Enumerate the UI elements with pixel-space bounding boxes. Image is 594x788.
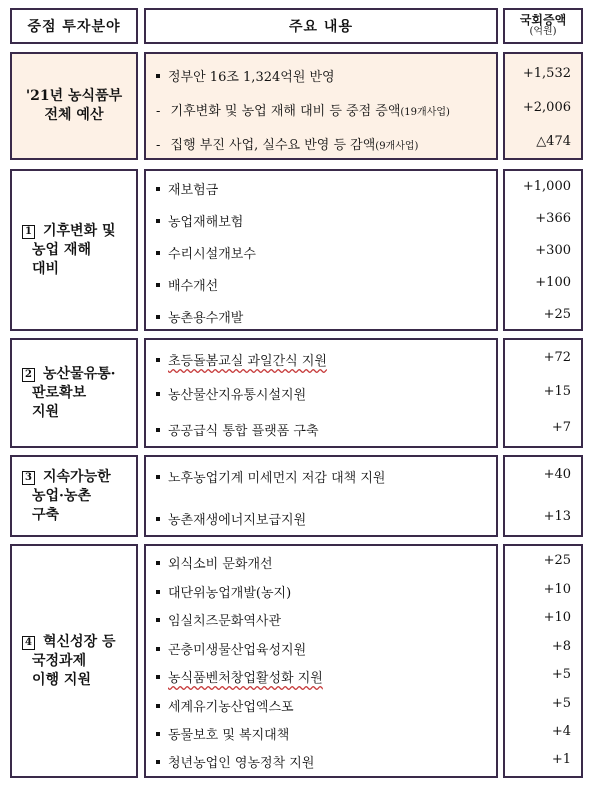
amount-value: +1,000 bbox=[522, 179, 571, 194]
bullet-icon bbox=[156, 561, 160, 565]
section-title-line: 판로확보 bbox=[32, 384, 87, 401]
list-item bbox=[156, 582, 490, 601]
bullet-icon bbox=[156, 590, 160, 594]
header-col-content bbox=[144, 8, 498, 44]
item-text: 기후변화 및 농업 재해 대비 등 중점 증액 bbox=[170, 104, 401, 119]
bullet-icon bbox=[156, 283, 160, 287]
list-item bbox=[156, 696, 490, 715]
bullet-icon bbox=[156, 704, 160, 708]
bullet-icon bbox=[156, 760, 160, 764]
list-item bbox=[156, 350, 490, 369]
list-item bbox=[156, 509, 490, 528]
item-text: 정부안 16조 1,324억원 반영 bbox=[168, 70, 335, 85]
item-text: 곤충미생물산업육성지원 bbox=[168, 643, 307, 658]
list-item bbox=[156, 667, 490, 686]
item-text: 초등돌봄교실 과일간식 지원 bbox=[168, 354, 327, 369]
bullet-icon bbox=[156, 74, 160, 78]
item-text: 집행 부진 사업, 실수요 반영 등 감액 bbox=[170, 138, 376, 153]
bullet-icon bbox=[156, 392, 160, 396]
bullet-icon bbox=[156, 187, 160, 191]
bullet-icon bbox=[156, 517, 160, 521]
section-title-line: 기후변화 및 bbox=[43, 222, 116, 239]
list-item bbox=[156, 553, 490, 572]
list-item bbox=[156, 724, 490, 743]
item-text: 농업재해보험 bbox=[168, 215, 244, 230]
list-item bbox=[156, 100, 490, 119]
section-items-climate bbox=[144, 169, 498, 331]
section-title-sustainable bbox=[10, 455, 138, 537]
section-amounts-distribution bbox=[503, 338, 583, 448]
header-col-category bbox=[10, 8, 138, 44]
amount-value: +10 bbox=[543, 582, 571, 597]
list-item bbox=[156, 307, 490, 326]
list-item bbox=[156, 384, 490, 403]
item-text: 임실치즈문화역사관 bbox=[168, 614, 282, 629]
section-number: 4 bbox=[22, 636, 35, 650]
amount-value: +1 bbox=[551, 752, 571, 767]
item-text: 재보험금 bbox=[168, 183, 219, 198]
bullet-icon bbox=[156, 358, 160, 362]
amount-value: +40 bbox=[543, 467, 571, 482]
list-item bbox=[156, 211, 490, 230]
section-amounts-climate bbox=[503, 169, 583, 331]
header-category-label: 중점 투자분야 bbox=[27, 19, 121, 35]
list-item bbox=[156, 243, 490, 262]
item-note: (9개사업) bbox=[375, 141, 419, 152]
amount-value: +7 bbox=[551, 420, 571, 435]
item-text: 노후농업기계 미세먼지 저감 대책 지원 bbox=[168, 471, 386, 486]
section-title-line: 농업 재해 bbox=[32, 241, 91, 258]
list-item bbox=[156, 639, 490, 658]
item-text: 농촌용수개발 bbox=[168, 311, 244, 326]
section-title-line: 지원 bbox=[32, 403, 60, 420]
section-number: 1 bbox=[22, 225, 35, 239]
section-amounts-sustainable bbox=[503, 455, 583, 537]
section-title-line: 대비 bbox=[32, 260, 60, 277]
list-item bbox=[156, 420, 490, 439]
section-items-innovation bbox=[144, 544, 498, 778]
section-title-innovation bbox=[10, 544, 138, 778]
amount-value: +13 bbox=[543, 509, 571, 524]
section-amounts-innovation bbox=[503, 544, 583, 778]
bullet-icon bbox=[156, 251, 160, 255]
amount-value: △474 bbox=[536, 134, 571, 149]
amount-value: +5 bbox=[551, 696, 571, 711]
item-text: 외식소비 문화개선 bbox=[168, 557, 273, 572]
bullet-icon bbox=[156, 675, 160, 679]
amount-value: +2,006 bbox=[522, 100, 571, 115]
amount-value: +1,532 bbox=[522, 66, 571, 81]
item-note: (19개사업) bbox=[400, 107, 450, 118]
list-item bbox=[156, 179, 490, 198]
bullet-icon bbox=[156, 732, 160, 736]
amount-value: +100 bbox=[535, 275, 571, 290]
dash-prefix: - bbox=[156, 104, 161, 119]
section-title-line: 지속가능한 bbox=[43, 468, 111, 485]
section-title-line: '21년 농식품부 bbox=[25, 88, 123, 104]
dash-prefix: - bbox=[156, 138, 161, 153]
section-title-line: 국정과제 bbox=[32, 652, 87, 669]
section-title-distribution bbox=[10, 338, 138, 448]
section-title-line: 농산물유통· bbox=[43, 365, 116, 382]
section-title-line: 전체 예산 bbox=[44, 107, 104, 123]
header-col-amount bbox=[503, 8, 583, 44]
amount-value: +300 bbox=[535, 243, 571, 258]
bullet-icon bbox=[156, 219, 160, 223]
bullet-icon bbox=[156, 428, 160, 432]
bullet-icon bbox=[156, 475, 160, 479]
item-text: 공공급식 통합 플랫폼 구축 bbox=[168, 424, 319, 439]
amount-value: +15 bbox=[543, 384, 571, 399]
header-amount-unit: (억원) bbox=[529, 26, 557, 37]
item-text: 청년농업인 영농정착 지원 bbox=[168, 756, 315, 771]
section-title-line: 구축 bbox=[32, 506, 60, 523]
item-text: 농촌재생에너지보급지원 bbox=[168, 513, 307, 528]
item-text: 농산물산지유통시설지원 bbox=[168, 388, 307, 403]
section-number: 2 bbox=[22, 368, 35, 382]
amount-value: +25 bbox=[543, 553, 571, 568]
section-items-overall bbox=[144, 52, 498, 160]
list-item bbox=[156, 467, 490, 486]
section-amounts-overall bbox=[503, 52, 583, 160]
item-text: 배수개선 bbox=[168, 279, 219, 294]
item-text: 농식품벤처창업활성화 지원 bbox=[168, 671, 323, 686]
amount-value: +4 bbox=[551, 724, 571, 739]
amount-value: +5 bbox=[551, 667, 571, 682]
list-item bbox=[156, 66, 490, 85]
header-content-label: 주요 내용 bbox=[289, 19, 353, 35]
list-item bbox=[156, 134, 490, 153]
list-item bbox=[156, 752, 490, 771]
amount-value: +72 bbox=[543, 350, 571, 365]
item-text: 세계유기농산업엑스포 bbox=[168, 700, 294, 715]
item-text: 수리시설개보수 bbox=[168, 247, 256, 262]
bullet-icon bbox=[156, 618, 160, 622]
amount-value: +10 bbox=[543, 610, 571, 625]
amount-value: +8 bbox=[551, 639, 571, 654]
section-items-sustainable bbox=[144, 455, 498, 537]
list-item bbox=[156, 610, 490, 629]
header-amount-label: 국회증액 bbox=[519, 13, 567, 27]
bullet-icon bbox=[156, 315, 160, 319]
section-items-distribution bbox=[144, 338, 498, 448]
amount-value: +25 bbox=[543, 307, 571, 322]
section-title-line: 이행 지원 bbox=[32, 671, 91, 688]
section-title-climate bbox=[10, 169, 138, 331]
bullet-icon bbox=[156, 647, 160, 651]
section-number: 3 bbox=[22, 471, 35, 485]
amount-value: +366 bbox=[535, 211, 571, 226]
list-item bbox=[156, 275, 490, 294]
item-text: 대단위농업개발(농지) bbox=[168, 586, 292, 601]
section-title-line: 농업·농촌 bbox=[32, 487, 91, 504]
section-title-overall bbox=[10, 52, 138, 160]
section-title-line: 혁신성장 등 bbox=[43, 633, 116, 650]
item-text: 동물보호 및 복지대책 bbox=[168, 728, 290, 743]
